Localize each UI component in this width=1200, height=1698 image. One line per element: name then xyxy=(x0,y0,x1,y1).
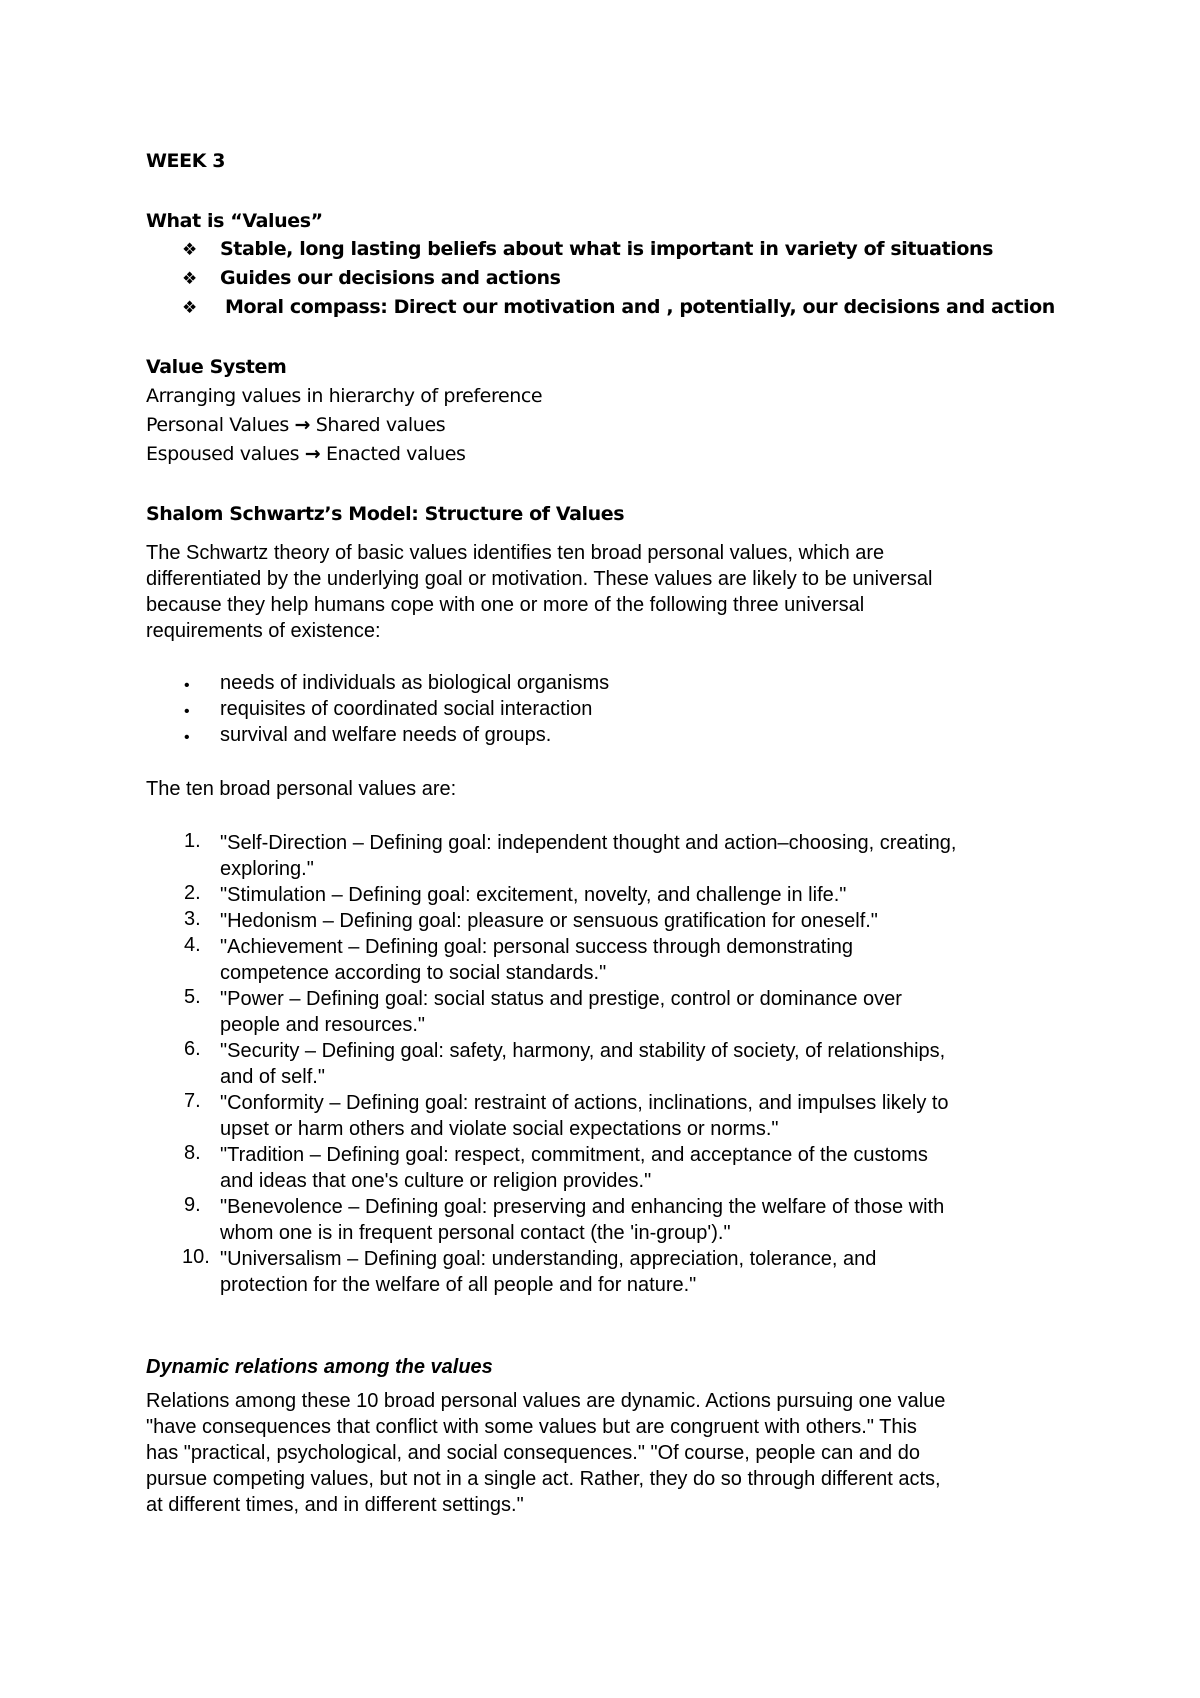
list-number: 4. xyxy=(184,934,201,956)
intro-line: requirements of existence: xyxy=(146,620,381,642)
value-item-line: competence according to social standards." xyxy=(220,962,607,984)
diamond-bullet-icon: ❖ xyxy=(182,298,198,317)
value-item-line: "Benevolence – Defining goal: preserving and enhancing the welfare of those with xyxy=(220,1196,945,1218)
value-system-title: Value System xyxy=(146,356,287,378)
value-item-line: "Tradition – Defining goal: respect, commitment, and acceptance of the customs xyxy=(220,1144,928,1166)
shared-values-text: Shared values xyxy=(315,414,446,436)
value-item xyxy=(220,1090,1080,1142)
dynamic-line: at different times, and in different settings." xyxy=(146,1494,524,1516)
value-system-line xyxy=(146,443,466,465)
dynamic-line: pursue competing values, but not in a single act. Rather, they do so through different acts, xyxy=(146,1468,941,1490)
list-number: 10. xyxy=(182,1246,210,1268)
value-item xyxy=(220,1038,1080,1090)
dynamic-line: Relations among these 10 broad personal values are dynamic. Actions pursuing one value xyxy=(146,1390,946,1412)
value-item xyxy=(220,908,1080,934)
value-item-line: exploring." xyxy=(220,858,314,880)
value-item-line: people and resources." xyxy=(220,1014,426,1036)
values-title: What is “Values” xyxy=(146,210,323,232)
value-item-line: "Achievement – Defining goal: personal success through demonstrating xyxy=(220,936,854,958)
value-item-line: "Self-Direction – Defining goal: independent thought and action–choosing, creating, xyxy=(220,832,957,854)
value-item-line: and of self." xyxy=(220,1066,325,1088)
value-item-line: "Hedonism – Defining goal: pleasure or sensuous gratification for oneself." xyxy=(220,910,878,932)
value-item-line: "Stimulation – Defining goal: excitement, novelty, and challenge in life." xyxy=(220,884,847,906)
list-number: 9. xyxy=(184,1194,201,1216)
dynamic-line: "have consequences that conflict with some values but are congruent with others." This xyxy=(146,1416,917,1438)
list-number: 8. xyxy=(184,1142,201,1164)
values-bullet: Guides our decisions and actions xyxy=(220,267,561,289)
intro-line: differentiated by the underlying goal or motivation. These values are likely to be universal xyxy=(146,568,933,590)
requirement-item: needs of individuals as biological organisms xyxy=(220,672,610,694)
value-item-line: whom one is in frequent personal contact (the 'in-group')." xyxy=(220,1222,731,1244)
dynamic-line: has "practical, psychological, and social consequences." "Of course, people can and do xyxy=(146,1442,920,1464)
value-item xyxy=(220,1194,1080,1246)
schwartz-title: Shalom Schwartz’s Model: Structure of Values xyxy=(146,503,625,525)
bullet-dot-icon: • xyxy=(184,729,190,746)
value-item xyxy=(220,934,1080,986)
list-number: 7. xyxy=(184,1090,201,1112)
right-arrow-icon: → xyxy=(294,414,311,436)
value-item xyxy=(220,986,1080,1038)
value-item-line: "Universalism – Defining goal: understanding, appreciation, tolerance, and xyxy=(220,1248,877,1270)
values-bullet: Moral compass: Direct our motivation and , potentially, our decisions and action xyxy=(225,296,1055,318)
value-item-line: and ideas that one's culture or religion provides." xyxy=(220,1170,652,1192)
schwartz-intro xyxy=(146,540,1066,644)
week-heading: WEEK 3 xyxy=(146,150,226,172)
intro-line: The Schwartz theory of basic values identifies ten broad personal values, which are xyxy=(146,542,885,564)
list-number: 5. xyxy=(184,986,201,1008)
list-number: 1. xyxy=(184,830,201,852)
value-item xyxy=(220,1246,1080,1298)
values-bullet: Stable, long lasting beliefs about what is important in variety of situations xyxy=(220,238,994,260)
value-item-line: "Power – Defining goal: social status and prestige, control or dominance over xyxy=(220,988,902,1010)
bullet-dot-icon: • xyxy=(184,677,190,694)
bullet-dot-icon: • xyxy=(184,703,190,720)
value-item-line: "Security – Defining goal: safety, harmony, and stability of society, of relationships, xyxy=(220,1040,946,1062)
right-arrow-icon: → xyxy=(304,443,321,465)
values-list-intro: The ten broad personal values are: xyxy=(146,778,457,800)
requirement-item: survival and welfare needs of groups. xyxy=(220,724,552,746)
list-number: 6. xyxy=(184,1038,201,1060)
intro-line: because they help humans cope with one or more of the following three universal xyxy=(146,594,865,616)
value-system-line: Arranging values in hierarchy of preference xyxy=(146,385,543,407)
list-number: 2. xyxy=(184,882,201,904)
value-item-line: protection for the welfare of all people and for nature." xyxy=(220,1274,697,1296)
diamond-bullet-icon: ❖ xyxy=(182,240,198,259)
value-item xyxy=(220,830,1080,882)
value-item xyxy=(220,1142,1080,1194)
requirement-item: requisites of coordinated social interaction xyxy=(220,698,593,720)
value-item xyxy=(220,882,1080,908)
enacted-values-text: Enacted values xyxy=(325,443,466,465)
value-item-line: "Conformity – Defining goal: restraint of actions, inclinations, and impulses likely to xyxy=(220,1092,949,1114)
personal-values-text: Personal Values xyxy=(146,414,289,436)
dynamic-paragraph xyxy=(146,1388,1066,1518)
list-number: 3. xyxy=(184,908,201,930)
value-system-line xyxy=(146,414,445,436)
espoused-values-text: Espoused values xyxy=(146,443,300,465)
value-item-line: upset or harm others and violate social expectations or norms." xyxy=(220,1118,779,1140)
diamond-bullet-icon: ❖ xyxy=(182,269,198,288)
dynamic-title: Dynamic relations among the values xyxy=(146,1356,493,1378)
